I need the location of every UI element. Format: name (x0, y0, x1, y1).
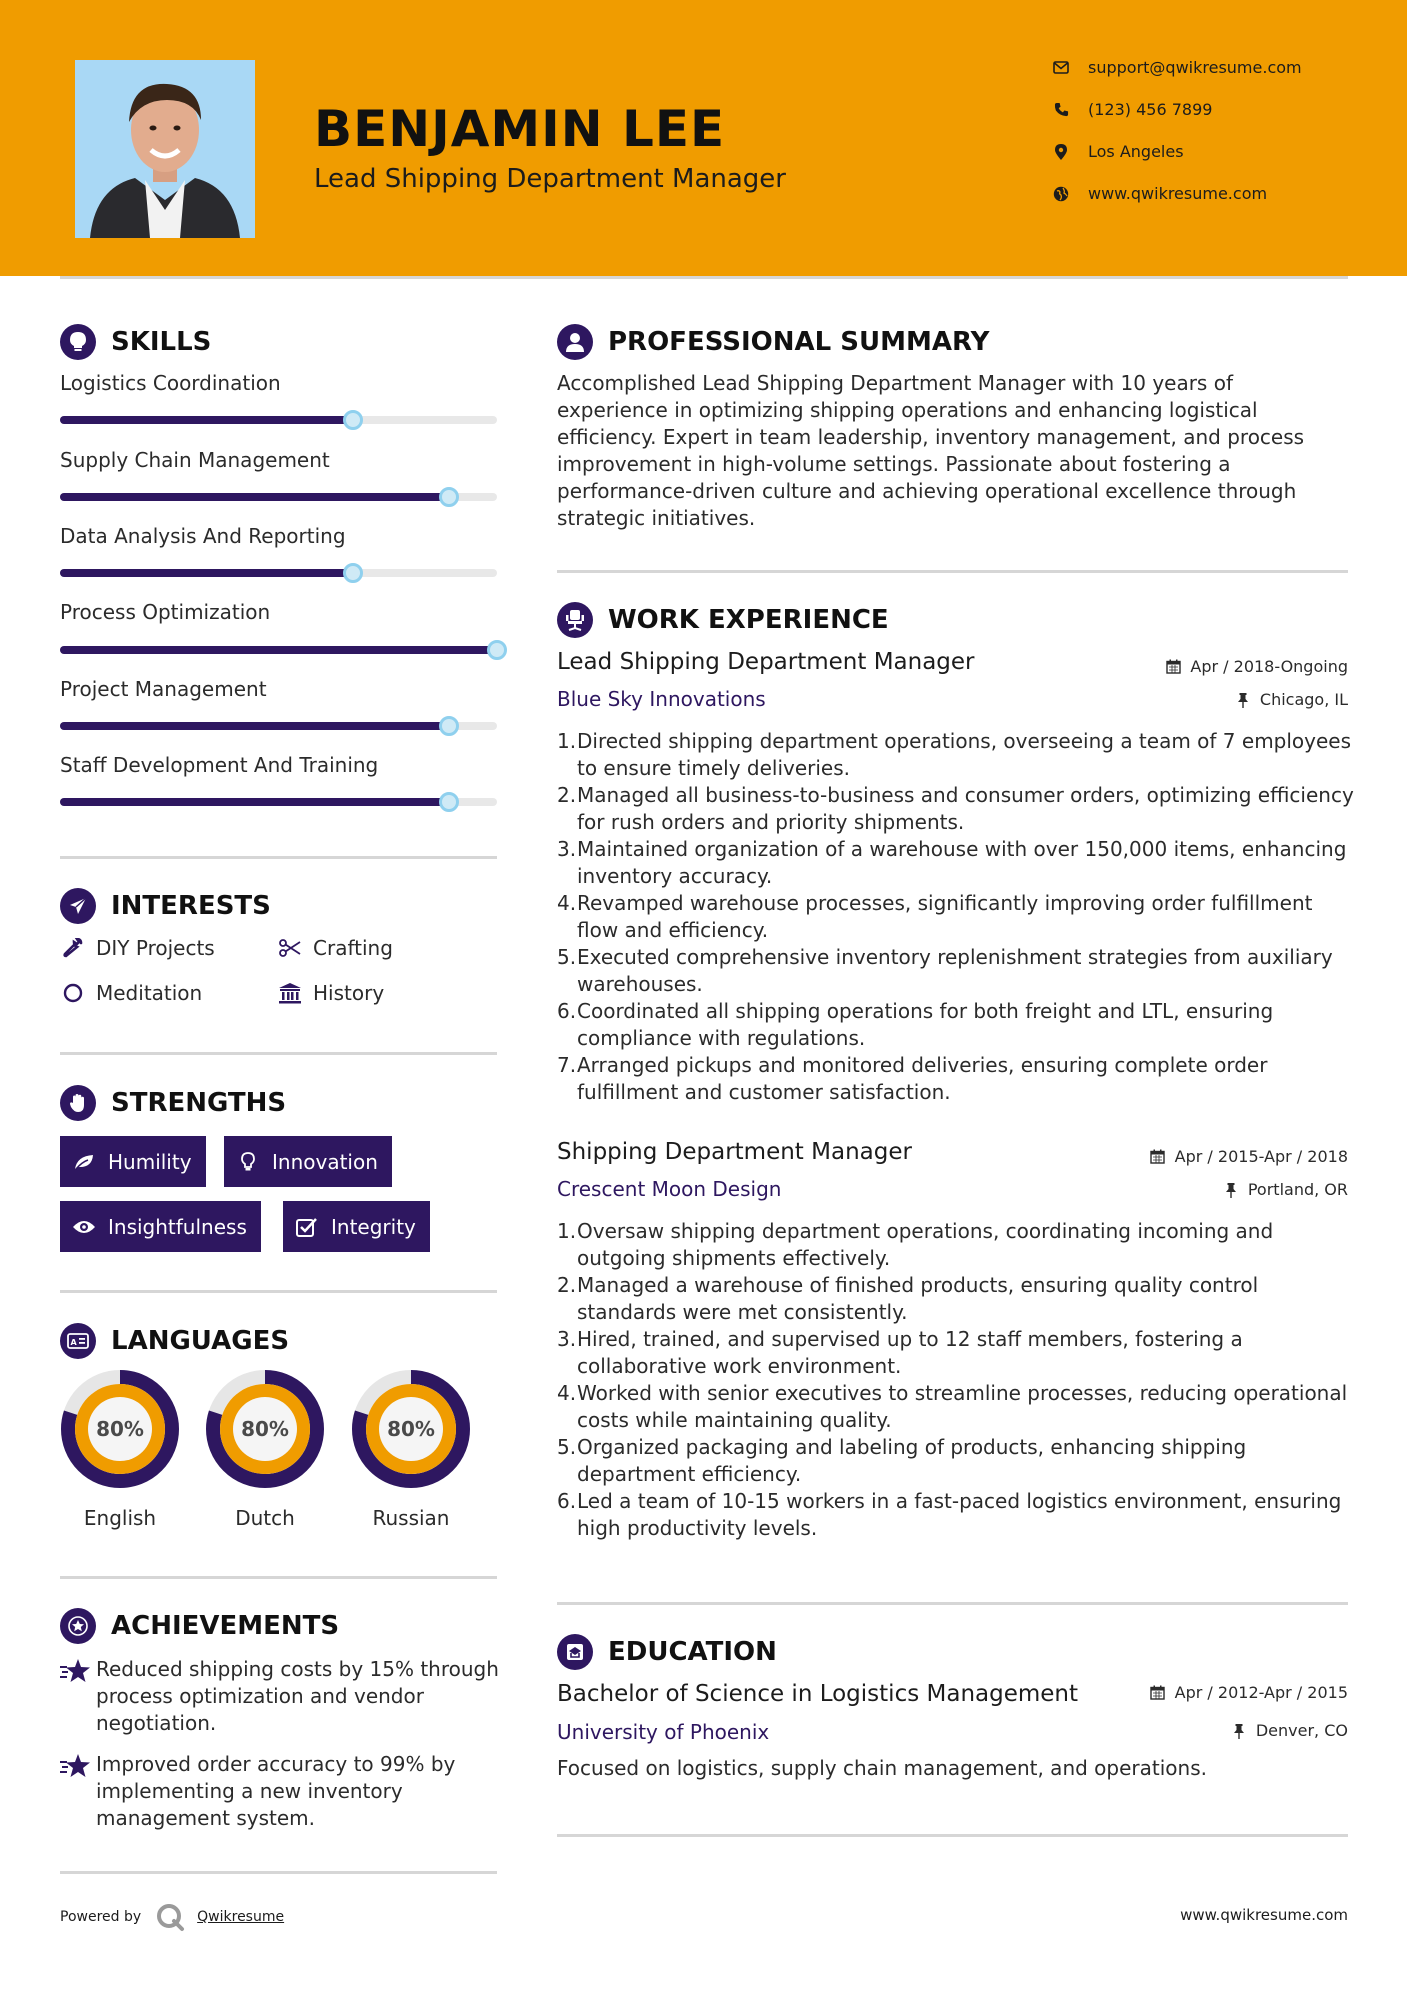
interests-heading: INTERESTS (60, 888, 271, 924)
achievement-text: Improved order accuracy to 99% by implementing a new inventory management system. (96, 1752, 456, 1830)
calendar-icon (1164, 658, 1182, 676)
skill-bar-knob (343, 410, 363, 430)
resume-header (0, 0, 1407, 276)
list-item: 4. Revamped warehouse processes, significantly improving order fulfillment flow and efficiency. (557, 891, 1313, 942)
graduate-icon (557, 1634, 593, 1670)
job-title: Lead Shipping Department Manager (557, 649, 975, 675)
summary-heading: PROFESSIONAL SUMMARY (557, 324, 989, 360)
language-ring (204, 1368, 326, 1490)
eye-icon (72, 1216, 96, 1238)
skills-heading: SKILLS (60, 324, 211, 360)
section-divider (60, 856, 497, 859)
envelope-icon (1050, 59, 1072, 77)
list-item: 5. Executed comprehensive inventory replenishment strategies from auxiliary warehouses. (557, 945, 1333, 996)
profile-photo (75, 60, 255, 238)
contact-website[interactable] (1050, 184, 1267, 203)
degree-title: Bachelor of Science in Logistics Management (557, 1681, 1079, 1707)
lightbulb-icon (236, 1151, 260, 1173)
skill-bar (60, 722, 497, 730)
paper-plane-icon (60, 888, 96, 924)
skill-bar-knob (439, 716, 459, 736)
language-ring-graphic (59, 1368, 181, 1490)
skill-bar-fill (60, 798, 449, 806)
star-icon (60, 1753, 96, 1832)
calendar-icon (1149, 1684, 1167, 1702)
scissors-icon (277, 936, 303, 960)
skill-label: Data Analysis And Reporting (60, 524, 346, 548)
skill-bar (60, 493, 497, 501)
strength-tag: Humility (60, 1136, 206, 1187)
chair-icon (557, 602, 593, 638)
contact-phone[interactable] (1050, 100, 1212, 119)
list-item: 3. Hired, trained, and supervised up to 12 staff members, fostering a collaborative work environment. (557, 1327, 1243, 1378)
strengths-heading: STRENGTHS (60, 1085, 286, 1121)
skill-bar-fill (60, 646, 497, 654)
skill-bar-fill (60, 493, 449, 501)
skill-bar-knob (343, 563, 363, 583)
language-label: Dutch (235, 1506, 295, 1530)
interest-item: Crafting (277, 936, 393, 960)
skill-bar (60, 416, 497, 424)
section-divider (557, 1602, 1348, 1605)
skill-label: Supply Chain Management (60, 448, 330, 472)
list-item: 3. Maintained organization of a warehouse with over 150,000 items, enhancing inventory accuracy. (557, 837, 1347, 888)
powered-by (60, 1902, 284, 1932)
section-divider (557, 1834, 1348, 1837)
language-ring-graphic (204, 1368, 326, 1490)
list-item: 4. Worked with senior executives to streamline processes, reducing operational costs while maintaining quality. (557, 1381, 1348, 1432)
list-item: 6. Led a team of 10-15 workers in a fast-paced logistics environment, ensuring high productivity levels. (557, 1489, 1342, 1540)
skill-bar (60, 798, 497, 806)
list-item: 2. Managed a warehouse of finished products, ensuring quality control standards were met consistently. (557, 1273, 1259, 1324)
strength-tag: Insightfulness (60, 1201, 261, 1252)
skill-bar-fill (60, 416, 353, 424)
star-icon (60, 1658, 96, 1737)
list-item: 6. Coordinated all shipping operations for both freight and LTL, ensuring compliance with regulations. (557, 999, 1274, 1050)
language-label: Russian (372, 1506, 450, 1530)
achievement-item (60, 1751, 500, 1832)
section-divider (60, 1052, 497, 1055)
skill-bar-knob (439, 792, 459, 812)
footer-url[interactable]: www.qwikresume.com (1180, 1906, 1348, 1924)
list-item: 5. Organized packaging and labeling of products, enhancing shipping department efficiency. (557, 1435, 1247, 1486)
summary-text: Accomplished Lead Shipping Department Manager with 10 years of experience in optimizing shipping operations and enhancing logistical efficiency. Expert in team leadership, inventory management, and process improvement in high-volume settings. Passionate about fostering a performance-driven culture and achieving operational excellence through strategic initiatives. (557, 371, 1305, 530)
job-location: Chicago, IL (1234, 690, 1348, 709)
skill-bar (60, 646, 497, 654)
list-item: 1. Directed shipping department operations, overseeing a team of 7 employees to ensure timely deliveries. (557, 729, 1352, 780)
skill-bar-fill (60, 569, 353, 577)
languages-heading: A LANGUAGES (60, 1323, 289, 1359)
skill-bar-knob (439, 487, 459, 507)
education-description: Focused on logistics, supply chain management, and operations. (557, 1756, 1207, 1780)
section-divider (60, 1871, 497, 1874)
job-title: Shipping Department Manager (557, 1139, 912, 1165)
education-dates: Apr / 2012-Apr / 2015 (1149, 1683, 1348, 1702)
globe-icon (1050, 185, 1072, 203)
school-name: University of Phoenix (557, 1720, 770, 1744)
language-icon (60, 1323, 96, 1359)
candidate-title: Lead Shipping Department Manager (314, 164, 786, 194)
company-name: Crescent Moon Design (557, 1177, 782, 1201)
job-dates: Apr / 2015-Apr / 2018 (1149, 1147, 1348, 1166)
interest-item: History (277, 981, 384, 1005)
bank-icon (277, 981, 303, 1005)
language-label: English (83, 1506, 157, 1530)
language-ring-graphic (350, 1368, 472, 1490)
contact-email-text: support@qwikresume.com (1088, 58, 1302, 77)
achievement-text: Reduced shipping costs by 15% through process optimization and vendor negotiation. (96, 1657, 499, 1735)
experience-heading: WORK EXPERIENCE (557, 602, 889, 638)
job-duties-list (557, 728, 1357, 1106)
job-location: Portland, OR (1222, 1180, 1348, 1199)
skill-bar-fill (60, 722, 449, 730)
contact-website-text: www.qwikresume.com (1088, 184, 1268, 203)
language-percent: 80% (96, 1417, 144, 1441)
contact-email[interactable] (1050, 58, 1302, 77)
section-divider (60, 1290, 497, 1293)
interest-item: Meditation (60, 981, 202, 1005)
leaf-icon (72, 1151, 96, 1173)
skill-bar (60, 569, 497, 577)
job-dates: Apr / 2018-Ongoing (1164, 657, 1348, 676)
circle-icon (60, 981, 86, 1005)
list-item: 1. Oversaw shipping department operations, coordinating incoming and outgoing shipments effectively. (557, 1219, 1274, 1270)
education-location: Denver, CO (1230, 1721, 1348, 1740)
powered-by-label: Powered by (60, 1909, 142, 1925)
phone-icon (1050, 101, 1072, 119)
strength-tag: Integrity (283, 1201, 430, 1252)
pushpin-icon (1222, 1181, 1240, 1199)
strength-tag: Innovation (224, 1136, 392, 1187)
skill-bar-knob (487, 640, 507, 660)
list-item: 2. Managed all business-to-business and consumer orders, optimizing efficiency for rush orders and priority shipments. (557, 783, 1354, 834)
check-square-icon (295, 1216, 319, 1238)
contact-location-text: Los Angeles (1088, 142, 1184, 161)
contact-phone-text: (123) 456 7899 (1088, 100, 1213, 119)
hand-icon (60, 1085, 96, 1121)
language-ring (350, 1368, 472, 1490)
skill-label: Project Management (60, 677, 267, 701)
header-divider (60, 276, 1348, 279)
language-ring (59, 1368, 181, 1490)
contact-location (1050, 142, 1184, 161)
list-item: 7. Arranged pickups and monitored deliveries, ensuring complete order fulfillment and customer satisfaction. (557, 1053, 1268, 1104)
wrench-icon (60, 936, 86, 960)
company-name: Blue Sky Innovations (557, 687, 766, 711)
lightbulb-icon (60, 324, 96, 360)
star-badge-icon (60, 1608, 96, 1644)
svg-text:A: A (70, 1338, 77, 1347)
language-percent: 80% (241, 1417, 289, 1441)
map-marker-icon (1050, 143, 1072, 161)
skill-label: Process Optimization (60, 600, 271, 624)
pushpin-icon (1230, 1722, 1248, 1740)
pushpin-icon (1234, 691, 1252, 709)
section-divider (60, 1576, 497, 1579)
skill-label: Staff Development And Training (60, 753, 379, 777)
job-duties-list (557, 1218, 1357, 1542)
language-percent: 80% (387, 1417, 435, 1441)
skill-label: Logistics Coordination (60, 371, 281, 395)
qwikresume-logo-icon (155, 1902, 185, 1932)
candidate-name: BENJAMIN LEE (314, 100, 726, 158)
calendar-icon (1149, 1148, 1167, 1166)
section-divider (557, 570, 1348, 573)
achievements-heading: ACHIEVEMENTS (60, 1608, 339, 1644)
education-heading: EDUCATION (557, 1634, 777, 1670)
achievement-item (60, 1656, 500, 1737)
interest-item: DIY Projects (60, 936, 215, 960)
user-icon (557, 324, 593, 360)
qwikresume-link[interactable]: Qwikresume (197, 1909, 285, 1925)
